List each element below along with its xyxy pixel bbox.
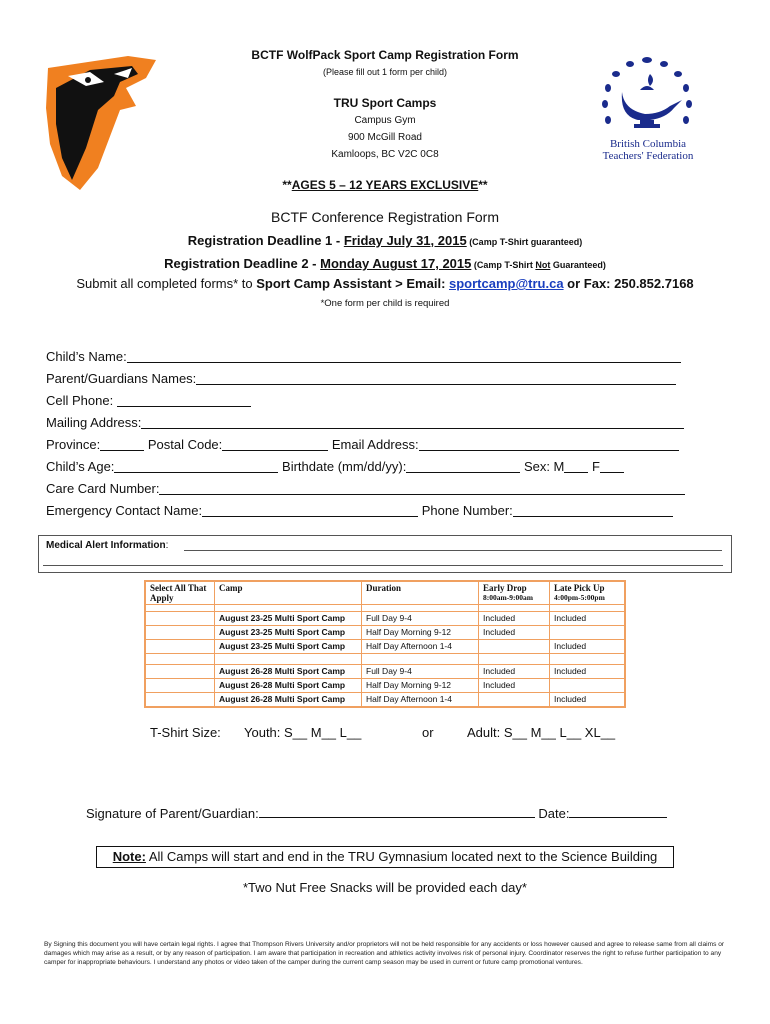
sex-label: Sex: M <box>523 459 565 474</box>
sex-f-label: F <box>592 459 600 474</box>
camp-cell: August 23-25 Multi Sport Camp <box>215 612 362 626</box>
note-text: All Camps will start and end in the TRU Gymnasium located next to the Science Building <box>145 849 658 864</box>
care-card-row <box>46 479 685 498</box>
phone-number-label: Phone Number: <box>421 503 513 518</box>
child-name-row <box>46 347 681 366</box>
birthdate-field[interactable] <box>406 458 520 473</box>
medical-alert-box <box>38 535 732 573</box>
form-title: BCTF WolfPack Sport Camp Registration Form <box>251 48 519 62</box>
parent-names-row <box>46 369 676 388</box>
select-cell[interactable] <box>145 626 215 640</box>
postal-code-label: Postal Code: <box>147 437 223 452</box>
duration-cell: Half Day Afternoon 1-4 <box>362 640 479 654</box>
emergency-row <box>46 501 673 520</box>
bctf-logo-line2: Teachers' Federation <box>602 150 694 162</box>
late-cell: Included <box>550 640 626 654</box>
note-box <box>96 846 674 868</box>
childs-age-field[interactable] <box>114 458 278 473</box>
emergency-contact-field[interactable] <box>202 502 418 517</box>
parent-names-label: Parent/Guardians Names: <box>46 371 197 386</box>
late-cell: Included <box>550 612 626 626</box>
date-field[interactable] <box>569 803 667 818</box>
deadline-1 <box>0 233 770 248</box>
deadline-2-date: Monday August 17, 2015 <box>320 256 472 271</box>
note-label: Note: <box>112 849 146 864</box>
form-subtitle: (Please fill out 1 form per child) <box>322 67 448 77</box>
submit-text-b: Sport Camp Assistant > Email: <box>256 276 450 291</box>
early-cell: Included <box>479 626 550 640</box>
snacks-note: *Two Nut Free Snacks will be provided each day* <box>243 880 527 895</box>
select-cell[interactable] <box>145 612 215 626</box>
cell-phone-field[interactable] <box>117 392 251 407</box>
sex-f-field[interactable] <box>600 458 624 473</box>
header-early-drop <box>479 581 550 605</box>
address-line3: Kamloops, BC V2C 0C8 <box>331 149 439 160</box>
sex-m-field[interactable] <box>564 458 588 473</box>
province-label: Province: <box>46 437 101 452</box>
late-pickup-time: 4:00pm-5:00pm <box>554 593 605 602</box>
early-drop-time: 8:00am-9:00am <box>483 593 533 602</box>
emergency-contact-label: Emergency Contact Name: <box>46 503 203 518</box>
select-cell[interactable] <box>145 693 215 708</box>
medical-alert-line-1[interactable] <box>184 550 722 551</box>
table-row <box>145 626 625 640</box>
early-cell: Included <box>479 612 550 626</box>
deadline-2-note-b: Guaranteed) <box>550 260 606 270</box>
medical-alert-title: Medical Alert Information <box>46 540 166 551</box>
ages-suffix: ** <box>478 178 488 192</box>
table-row <box>145 640 625 654</box>
email-address-label: Email Address: <box>331 437 419 452</box>
deadline-2-prefix: Registration Deadline 2 - <box>164 256 321 271</box>
care-card-label: Care Card Number: <box>46 481 160 496</box>
signature-field[interactable] <box>259 803 535 818</box>
header-camp: Camp <box>215 581 362 605</box>
address-line1: Campus Gym <box>354 115 416 126</box>
camp-table <box>144 580 626 708</box>
tshirt-or: or <box>422 725 434 740</box>
select-cell[interactable] <box>145 640 215 654</box>
province-row <box>46 435 679 454</box>
duration-cell: Full Day 9-4 <box>362 665 479 679</box>
table-row <box>145 693 625 708</box>
table-row <box>145 612 625 626</box>
bctf-logo-line1: British Columbia <box>609 138 687 150</box>
medical-alert-colon: : <box>165 540 169 551</box>
early-cell: Included <box>479 679 550 693</box>
header-duration: Duration <box>362 581 479 605</box>
camp-cell: August 23-25 Multi Sport Camp <box>215 640 362 654</box>
care-card-field[interactable] <box>159 480 685 495</box>
parent-names-field[interactable] <box>196 370 676 385</box>
medical-alert-line-2[interactable] <box>43 565 723 566</box>
mailing-address-field[interactable] <box>141 414 684 429</box>
ages-prefix: ** <box>282 178 292 192</box>
select-cell[interactable] <box>145 665 215 679</box>
ages-notice <box>0 178 770 192</box>
header-late-pickup <box>550 581 626 605</box>
duration-cell: Half Day Morning 9-12 <box>362 679 479 693</box>
camp-cell: August 26-28 Multi Sport Camp <box>215 693 362 708</box>
camp-cell: August 26-28 Multi Sport Camp <box>215 665 362 679</box>
duration-cell: Half Day Morning 9-12 <box>362 626 479 640</box>
late-cell <box>550 679 626 693</box>
child-name-label: Child’s Name: <box>46 349 127 364</box>
camps-title: TRU Sport Camps <box>333 96 437 110</box>
early-drop-title: Early Drop <box>483 583 527 593</box>
duration-cell: Half Day Afternoon 1-4 <box>362 693 479 708</box>
early-cell: Included <box>479 665 550 679</box>
deadline-1-prefix: Registration Deadline 1 - <box>187 233 344 248</box>
deadline-2-note-not: Not <box>535 260 551 270</box>
date-label: Date: <box>538 806 570 821</box>
late-pickup-title: Late Pick Up <box>554 583 605 593</box>
birthdate-label: Birthdate (mm/dd/yy): <box>282 459 407 474</box>
child-name-field[interactable] <box>127 348 681 363</box>
camp-cell: August 23-25 Multi Sport Camp <box>215 626 362 640</box>
medical-alert-label <box>46 540 168 551</box>
header-select: Select All That Apply <box>145 581 215 605</box>
late-cell: Included <box>550 665 626 679</box>
phone-number-field[interactable] <box>513 502 673 517</box>
deadline-2 <box>0 256 770 271</box>
ages-text: AGES 5 – 12 YEARS EXCLUSIVE <box>291 178 479 192</box>
mailing-address-label: Mailing Address: <box>46 415 142 430</box>
camp-cell: August 26-28 Multi Sport Camp <box>215 679 362 693</box>
table-spacer <box>145 654 625 665</box>
table-header-row <box>145 581 625 605</box>
age-row <box>46 457 624 476</box>
submit-fax: or Fax: 250.852.7168 <box>563 276 694 291</box>
signature-row <box>86 803 667 821</box>
cell-phone-label: Cell Phone: <box>46 393 114 408</box>
early-cell <box>479 693 550 708</box>
email-address-field[interactable] <box>419 436 679 451</box>
deadline-1-note: (Camp T-Shirt guaranteed) <box>466 237 583 247</box>
postal-code-field[interactable] <box>222 436 328 451</box>
deadline-1-date: Friday July 31, 2015 <box>343 233 467 248</box>
legal-disclaimer: By Signing this document you will have certain legal rights. I agree that Thompson Rivers University and/or proprietors will not be held responsible for any accidents or loss however caused and agree to release same from all claims or damages which may arise as a result, or by any reason of participation. I am aware that participation in recreation and athletics activity involves risk of personal injury. Coordinator reserves the right to refuse further participation to any camper for inappropriate behaviours. I understand any photos or video taken of the camper during the current camp season may be used in current or future camp promotional ventures. <box>44 941 725 966</box>
late-cell: Included <box>550 693 626 708</box>
tshirt-adult[interactable]: Adult: S__ M__ L__ XL__ <box>467 725 616 740</box>
tshirt-youth[interactable]: Youth: S__ M__ L__ <box>244 725 362 740</box>
submit-instructions <box>0 276 770 291</box>
late-cell <box>550 626 626 640</box>
one-form-note: *One form per child is required <box>320 298 450 309</box>
province-field[interactable] <box>100 436 144 451</box>
cell-phone-row <box>46 391 251 410</box>
early-cell <box>479 640 550 654</box>
address-line2: 900 McGill Road <box>348 132 422 143</box>
tshirt-label: T-Shirt Size: <box>150 725 221 740</box>
mailing-address-row <box>46 413 684 432</box>
table-spacer <box>145 605 625 612</box>
submit-text-a: Submit all completed forms* to <box>76 276 257 291</box>
conference-title: BCTF Conference Registration Form <box>271 209 499 225</box>
select-cell[interactable] <box>145 679 215 693</box>
email-link[interactable]: sportcamp@tru.ca <box>449 276 564 291</box>
childs-age-label: Child’s Age: <box>46 459 115 474</box>
table-row <box>145 679 625 693</box>
deadline-2-note-a: (Camp T-Shirt <box>471 260 536 270</box>
duration-cell: Full Day 9-4 <box>362 612 479 626</box>
table-row <box>145 665 625 679</box>
signature-label: Signature of Parent/Guardian: <box>86 806 259 821</box>
